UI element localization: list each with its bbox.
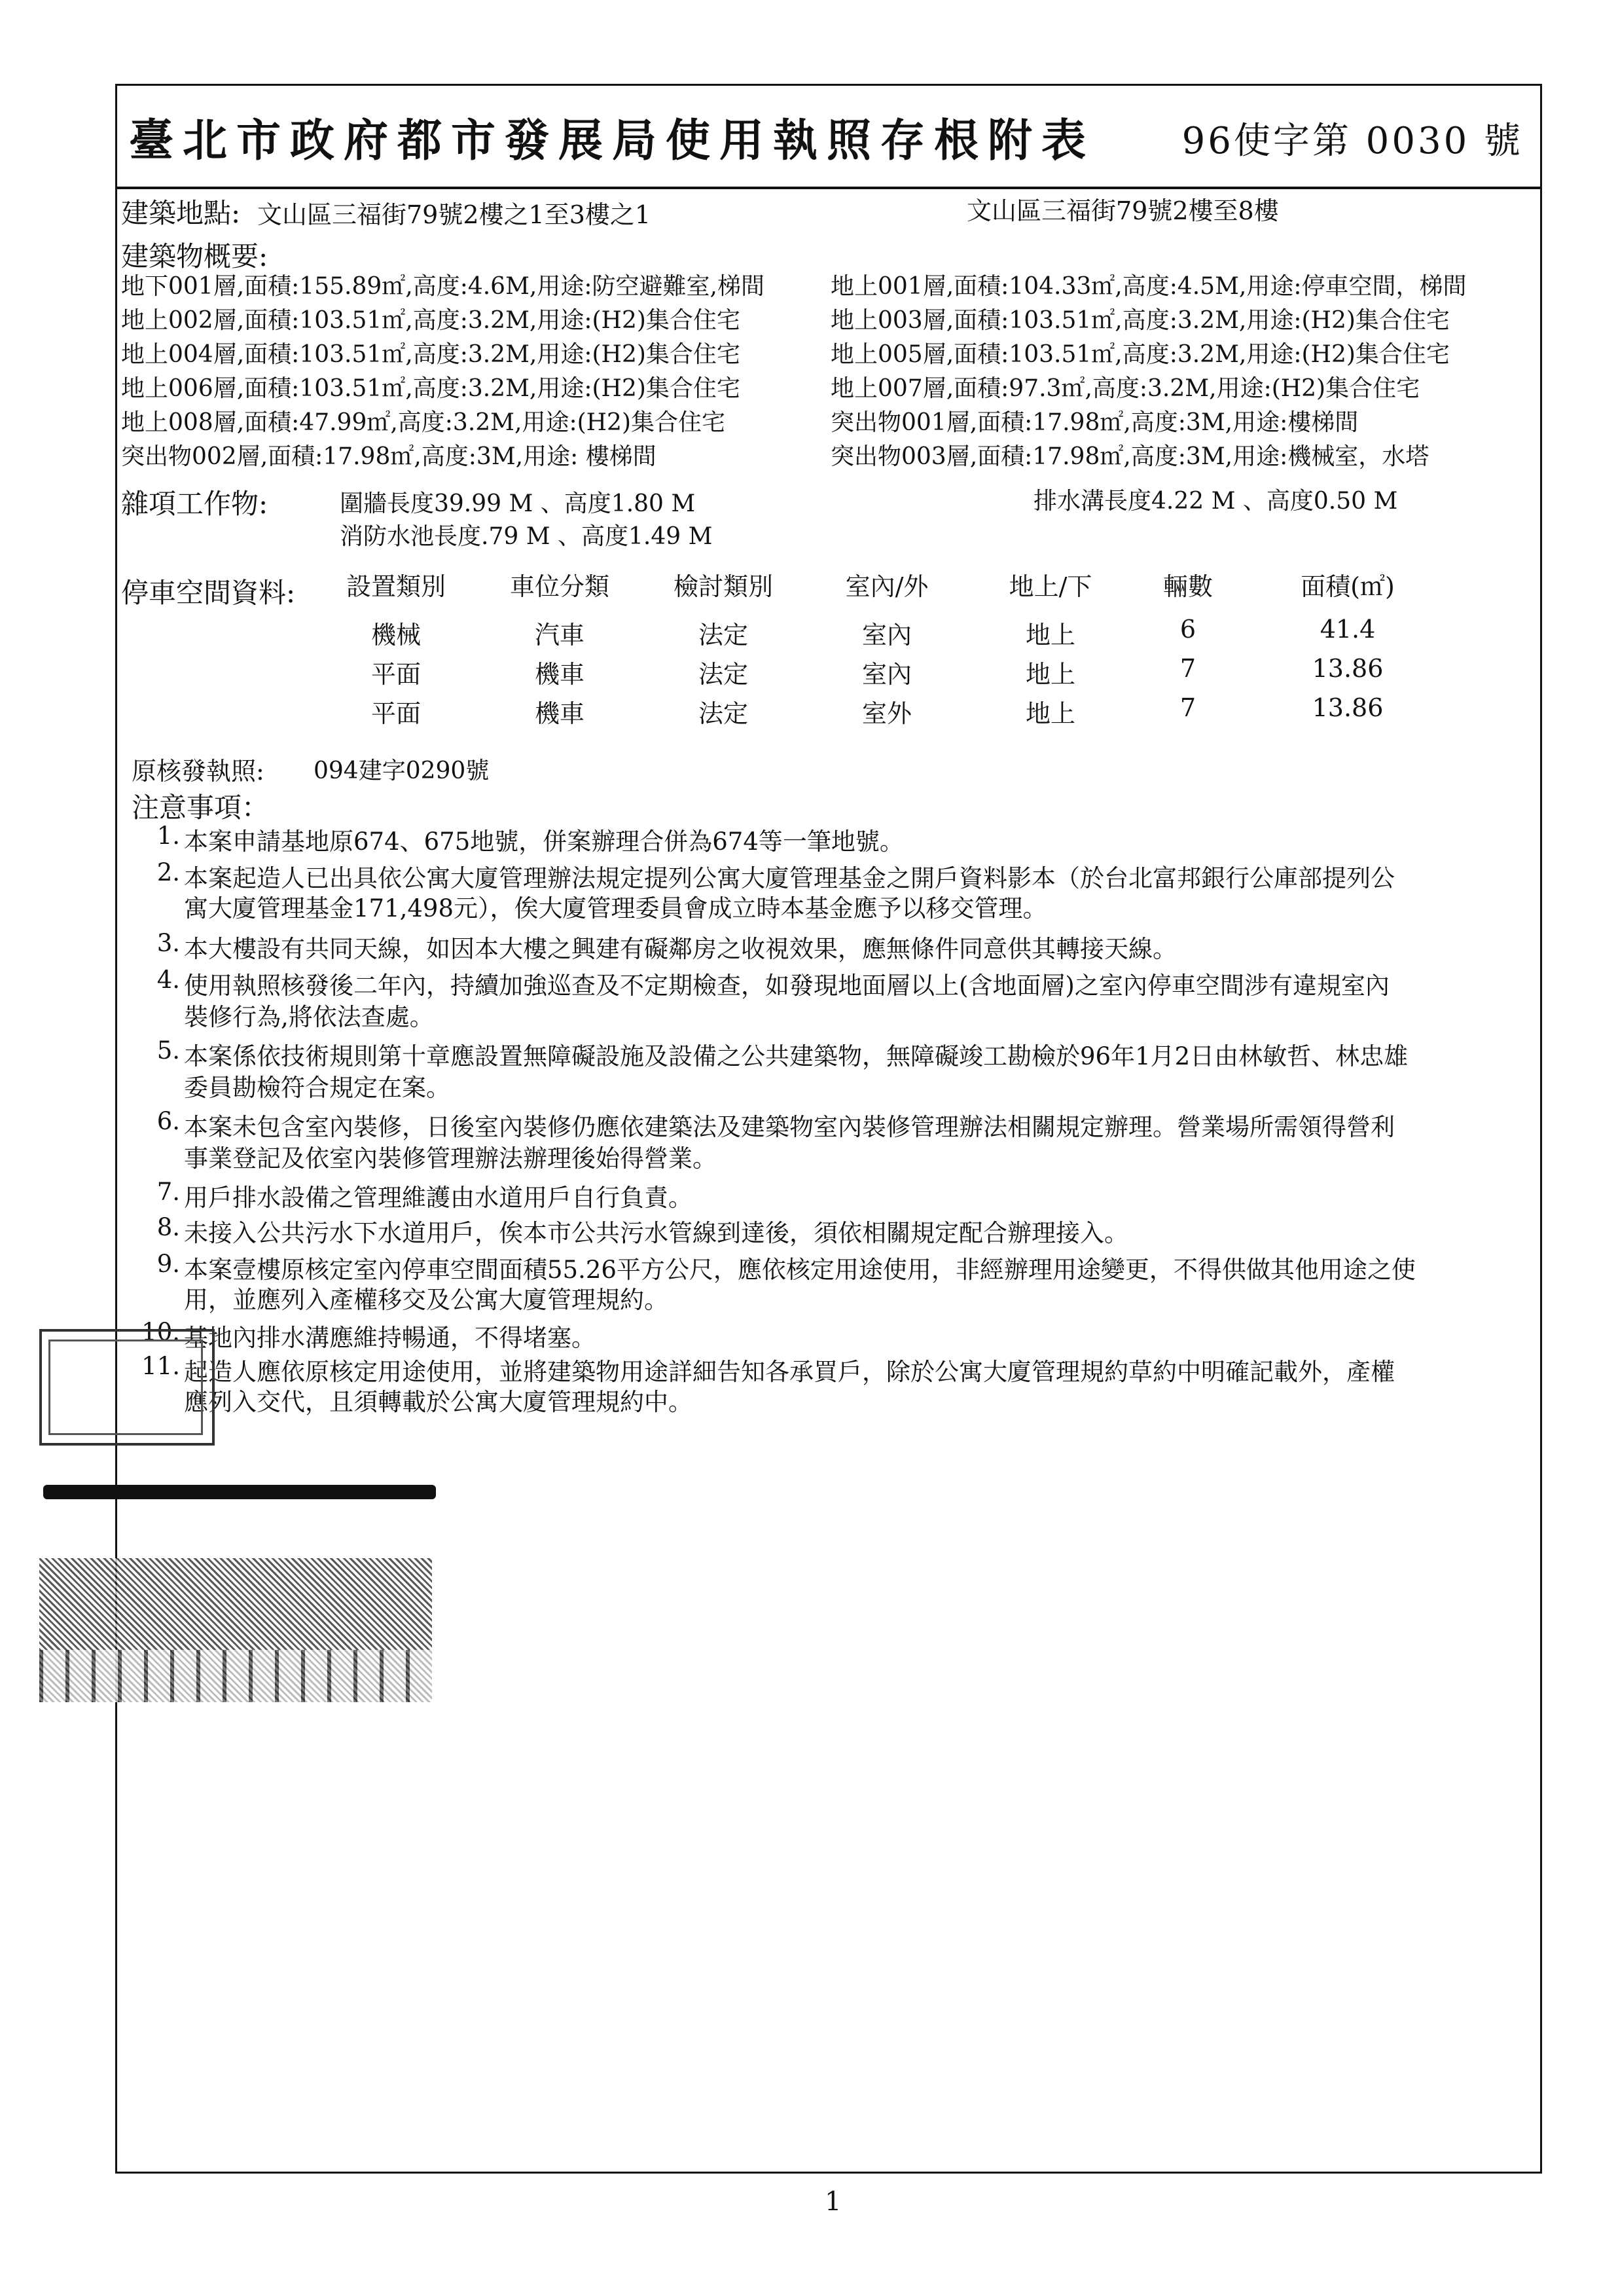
parking-header: 地上/下 bbox=[1009, 572, 1092, 601]
overview-item: 突出物001層,面積:17.98㎡,高度:3M,用途:樓梯間 bbox=[831, 409, 1359, 436]
note-text: 用，並應列入產權移交及公寓大廈管理規約。 bbox=[184, 1286, 668, 1314]
official-seal-stamp bbox=[39, 1329, 215, 1446]
note-number: 9. bbox=[156, 1250, 180, 1278]
location-label: 建築地點: bbox=[121, 197, 241, 229]
note-number: 8. bbox=[156, 1213, 180, 1241]
parking-cell: 法定 bbox=[698, 621, 748, 649]
note-number: 10. bbox=[141, 1318, 180, 1346]
note-number: 1. bbox=[156, 822, 180, 850]
note-text: 使用執照核發後二年內，持續加強巡查及不定期檢查，如發現地面層以上(含地面層)之室內停車空間涉有違規室內 bbox=[184, 972, 1390, 1000]
note-text: 寓大廈管理基金171,498元），俟大廈管理委員會成立時本基金應予以移交管理。 bbox=[184, 894, 1047, 922]
location-value-1: 文山區三福街79號2樓之1至3樓之1 bbox=[257, 200, 651, 229]
note-text: 本大樓設有共同天線，如因本大樓之興建有礙鄰房之收視效果，應無條件同意供其轉接天線。 bbox=[184, 935, 1177, 963]
note-text: 本案壹樓原核定室內停車空間面積55.26平方公尺，應依核定用途使用，非經辦理用途變更，不得供做其他用途之使 bbox=[184, 1256, 1416, 1284]
parking-header: 輛數 bbox=[1162, 572, 1213, 601]
note-number: 3. bbox=[156, 929, 180, 957]
location-value-2: 文山區三福街79號2樓至8樓 bbox=[967, 196, 1279, 225]
note-number: 4. bbox=[156, 966, 180, 994]
overview-item: 地上004層,面積:103.51㎡,高度:3.2M,用途:(H2)集合住宅 bbox=[121, 341, 740, 368]
parking-cell: 法定 bbox=[698, 699, 748, 728]
document-title: 臺北市政府都市發展局使用執照存根附表 bbox=[129, 115, 1096, 167]
note-number: 7. bbox=[156, 1178, 180, 1206]
overview-item: 地上001層,面積:104.33㎡,高度:4.5M,用途:停車空間，梯間 bbox=[831, 273, 1467, 300]
misc-works-drain: 排水溝長度4.22 M 、高度0.50 M bbox=[1034, 488, 1398, 515]
scan-artifact-stripes bbox=[39, 1650, 432, 1702]
note-text: 未接入公共污水下水道用戶，俟本市公共污水管線到達後，須依相關規定配合辦理接入。 bbox=[184, 1219, 1128, 1247]
misc-works-pool: 消防水池長度.79 M 、高度1.49 M bbox=[340, 523, 713, 550]
parking-cell: 室內 bbox=[861, 621, 912, 649]
note-text: 起造人應依原核定用途使用，並將建築物用途詳細告知各承買戶，除於公寓大廈管理規約草約中明確記載外，產權 bbox=[184, 1358, 1395, 1386]
parking-header: 室內/外 bbox=[845, 572, 929, 601]
parking-cell: 7 bbox=[1179, 654, 1196, 683]
note-text: 本案未包含室內裝修，日後室內裝修仍應依建築法及建築物室內裝修管理辦法相關規定辦理。營業場所需領得營利 bbox=[184, 1113, 1395, 1141]
parking-cell: 13.86 bbox=[1312, 654, 1384, 683]
parking-cell: 平面 bbox=[370, 699, 421, 728]
seal-inner-border bbox=[48, 1339, 203, 1435]
parking-cell: 地上 bbox=[1025, 699, 1075, 728]
document-frame bbox=[115, 84, 1542, 2174]
parking-label: 停車空間資料: bbox=[121, 577, 296, 609]
parking-cell: 6 bbox=[1179, 615, 1196, 644]
note-text: 本案係依技術規則第十章應設置無障礙設施及設備之公共建築物，無障礙竣工勘檢於96年1月2日由林敏哲、林忠雄 bbox=[184, 1042, 1409, 1070]
overview-item: 地上007層,面積:97.3㎡,高度:3.2M,用途:(H2)集合住宅 bbox=[831, 375, 1420, 402]
misc-works-wall: 圍牆長度39.99 M 、高度1.80 M bbox=[340, 490, 696, 517]
note-number: 11. bbox=[141, 1352, 180, 1380]
parking-cell: 室內 bbox=[861, 660, 912, 689]
overview-item: 地上008層,面積:47.99㎡,高度:3.2M,用途:(H2)集合住宅 bbox=[121, 409, 725, 436]
note-number: 5. bbox=[156, 1036, 180, 1065]
parking-header: 檢討類別 bbox=[673, 572, 773, 601]
overview-item: 突出物002層,面積:17.98㎡,高度:3M,用途: 樓梯間 bbox=[121, 443, 656, 470]
note-text: 本案申請基地原674、675地號，併案辦理合併為674等一筆地號。 bbox=[184, 828, 904, 856]
note-text: 事業登記及依室內裝修管理辦法辦理後始得營業。 bbox=[184, 1144, 717, 1173]
title-row bbox=[117, 86, 1540, 189]
note-text: 用戶排水設備之管理維護由水道用戶自行負責。 bbox=[184, 1184, 692, 1212]
parking-cell: 機車 bbox=[534, 699, 584, 728]
parking-cell: 法定 bbox=[698, 660, 748, 689]
overview-item: 地上005層,面積:103.51㎡,高度:3.2M,用途:(H2)集合住宅 bbox=[831, 341, 1450, 368]
parking-cell: 室外 bbox=[861, 699, 912, 728]
parking-cell: 平面 bbox=[370, 660, 421, 689]
note-text: 基地內排水溝應維持暢通，不得堵塞。 bbox=[184, 1324, 596, 1352]
note-text: 委員勘檢符合規定在案。 bbox=[184, 1074, 450, 1102]
parking-cell: 7 bbox=[1179, 693, 1196, 722]
scan-artifact-bar bbox=[43, 1485, 436, 1499]
overview-item: 地上006層,面積:103.51㎡,高度:3.2M,用途:(H2)集合住宅 bbox=[121, 375, 740, 402]
original-permit-label: 原核發執照: bbox=[132, 757, 264, 786]
parking-cell: 41.4 bbox=[1320, 615, 1376, 644]
parking-header: 車位分類 bbox=[509, 572, 609, 601]
parking-header: 設置類別 bbox=[346, 572, 446, 601]
overview-label: 建築物概要: bbox=[121, 240, 268, 272]
parking-cell: 機車 bbox=[534, 660, 584, 689]
overview-item: 突出物003層,面積:17.98㎡,高度:3M,用途:機械室，水塔 bbox=[831, 443, 1429, 470]
note-text: 裝修行為,將依法查處。 bbox=[184, 1003, 434, 1031]
notes-label: 注意事項： bbox=[132, 792, 270, 824]
parking-header: 面積(㎡) bbox=[1301, 572, 1395, 601]
original-permit-value: 094建字0290號 bbox=[314, 757, 490, 784]
parking-cell: 地上 bbox=[1025, 621, 1075, 649]
parking-cell: 地上 bbox=[1025, 660, 1075, 689]
note-text: 本案起造人已出具依公寓大廈管理辦法規定提列公寓大廈管理基金之開戶資料影本（於台北富邦銀行公庫部提列公 bbox=[184, 864, 1395, 892]
overview-item: 地上003層,面積:103.51㎡,高度:3.2M,用途:(H2)集合住宅 bbox=[831, 307, 1450, 334]
parking-cell: 汽車 bbox=[534, 621, 584, 649]
page-number: 1 bbox=[825, 2187, 842, 2217]
overview-item: 地上002層,面積:103.51㎡,高度:3.2M,用途:(H2)集合住宅 bbox=[121, 307, 740, 334]
note-number: 2. bbox=[156, 858, 180, 886]
note-number: 6. bbox=[156, 1107, 180, 1135]
overview-item: 地下001層,面積:155.89㎡,高度:4.6M,用途:防空避難室,梯間 bbox=[121, 273, 764, 300]
permit-number: 96使字第 0030 號 bbox=[1181, 120, 1523, 162]
note-text: 應列入交代，且須轉載於公寓大廈管理規約中。 bbox=[184, 1388, 692, 1416]
parking-cell: 機械 bbox=[370, 621, 421, 649]
parking-cell: 13.86 bbox=[1312, 693, 1384, 722]
misc-works-label: 雜項工作物: bbox=[121, 488, 268, 520]
